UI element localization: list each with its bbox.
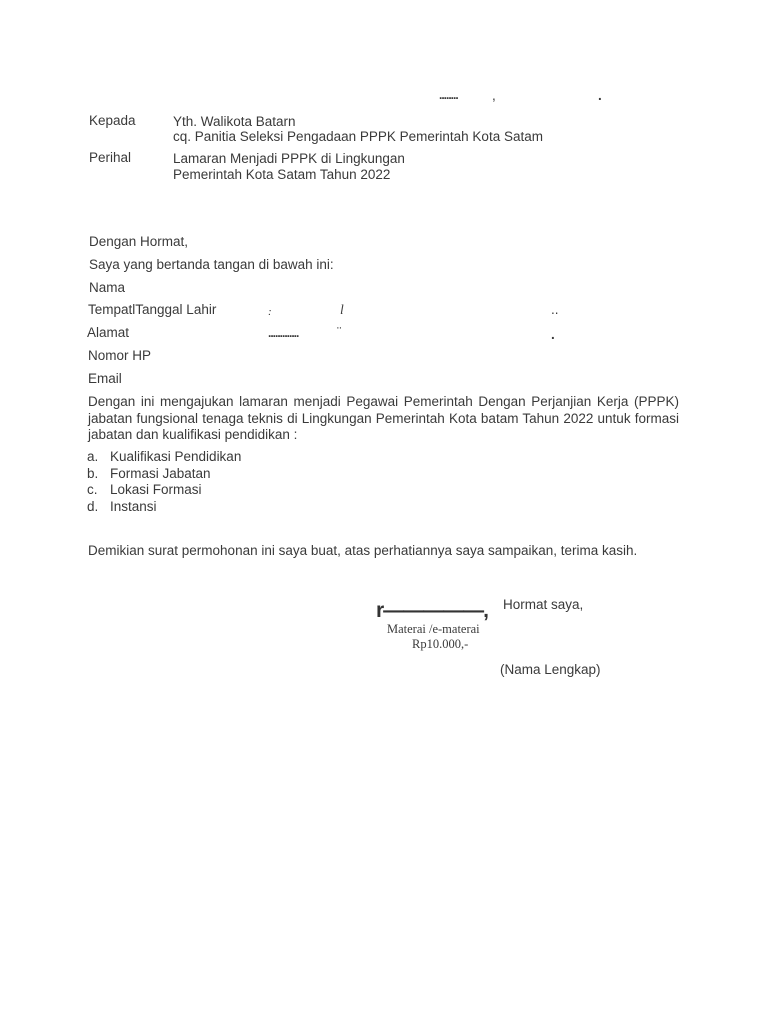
requirements-list: [87, 449, 241, 515]
list-text: Instansi: [110, 498, 157, 514]
list-item: [87, 466, 241, 483]
field-ttl-trail: ..: [551, 302, 559, 317]
list-text: Kualifikasi Pendidikan: [110, 449, 242, 464]
perihal-line-1: Lamaran Menjadi PPPK di Lingkungan: [173, 151, 405, 166]
list-item: [87, 499, 241, 516]
date-dot: .: [598, 88, 602, 103]
list-item: [87, 449, 241, 466]
greeting: Dengan Hormat,: [89, 234, 189, 249]
place-dots: ........: [439, 88, 458, 102]
field-alamat-label: Alamat: [87, 325, 130, 340]
intro-line: Saya yang bertanda tangan di bawah ini:: [89, 257, 334, 272]
field-ttl-slash: l: [340, 302, 344, 317]
list-letter: b.: [87, 465, 99, 481]
kepada-line-1: Yth. Walikota Batarn: [173, 114, 296, 129]
place-comma: ,: [492, 88, 496, 103]
materai-label: Materai /e-materai: [387, 622, 480, 636]
field-nomor-hp-label: Nomor HP: [88, 348, 152, 363]
list-item: [87, 482, 241, 499]
closing-paragraph: Demikian surat permohonan ini saya buat, atas perhatiannya saya sampaikan, terima kasih.: [88, 543, 638, 558]
field-email-label: Email: [88, 371, 122, 386]
perihal-label: Perihal: [89, 150, 132, 165]
perihal-line-2: Pemerintah Kota Satam Tahun 2022: [173, 167, 391, 182]
stamp-mark: r—————,: [376, 599, 489, 622]
body-paragraph: Dengan ini mengajukan lamaran menjadi Pegawai Pemerintah Dengan Perjanjian Kerja (PPPK) jabatan fungsional tenaga teknis di Lingkungan Pemerintah Kota batam Tahun 2022 untuk formasi jabatan dan kualifikasi pendidikan :: [88, 394, 679, 442]
signature-name: (Nama Lengkap): [500, 662, 601, 677]
signature-hormat: Hormat saya,: [503, 597, 584, 612]
field-alamat-dots: .............: [268, 326, 299, 340]
field-ttl-label: TempatlTanggal Lahir: [88, 302, 217, 317]
kepada-line-2: cq. Panitia Seleksi Pengadaan PPPK Pemerintah Kota Satam: [173, 129, 543, 144]
list-text: Formasi Jabatan: [110, 465, 211, 481]
field-nama-label: Nama: [89, 280, 126, 295]
list-letter: d.: [87, 498, 99, 514]
field-alamat-trail: .: [551, 327, 555, 342]
materai-nominal: Rp10.000,-: [412, 637, 469, 651]
kepada-label: Kepada: [89, 113, 136, 128]
field-alamat-mark: ¨: [337, 325, 342, 340]
list-letter: a.: [87, 449, 99, 464]
list-text: Lokasi Formasi: [110, 482, 202, 497]
list-letter: c.: [87, 482, 98, 497]
field-ttl-colon: :: [268, 306, 272, 318]
